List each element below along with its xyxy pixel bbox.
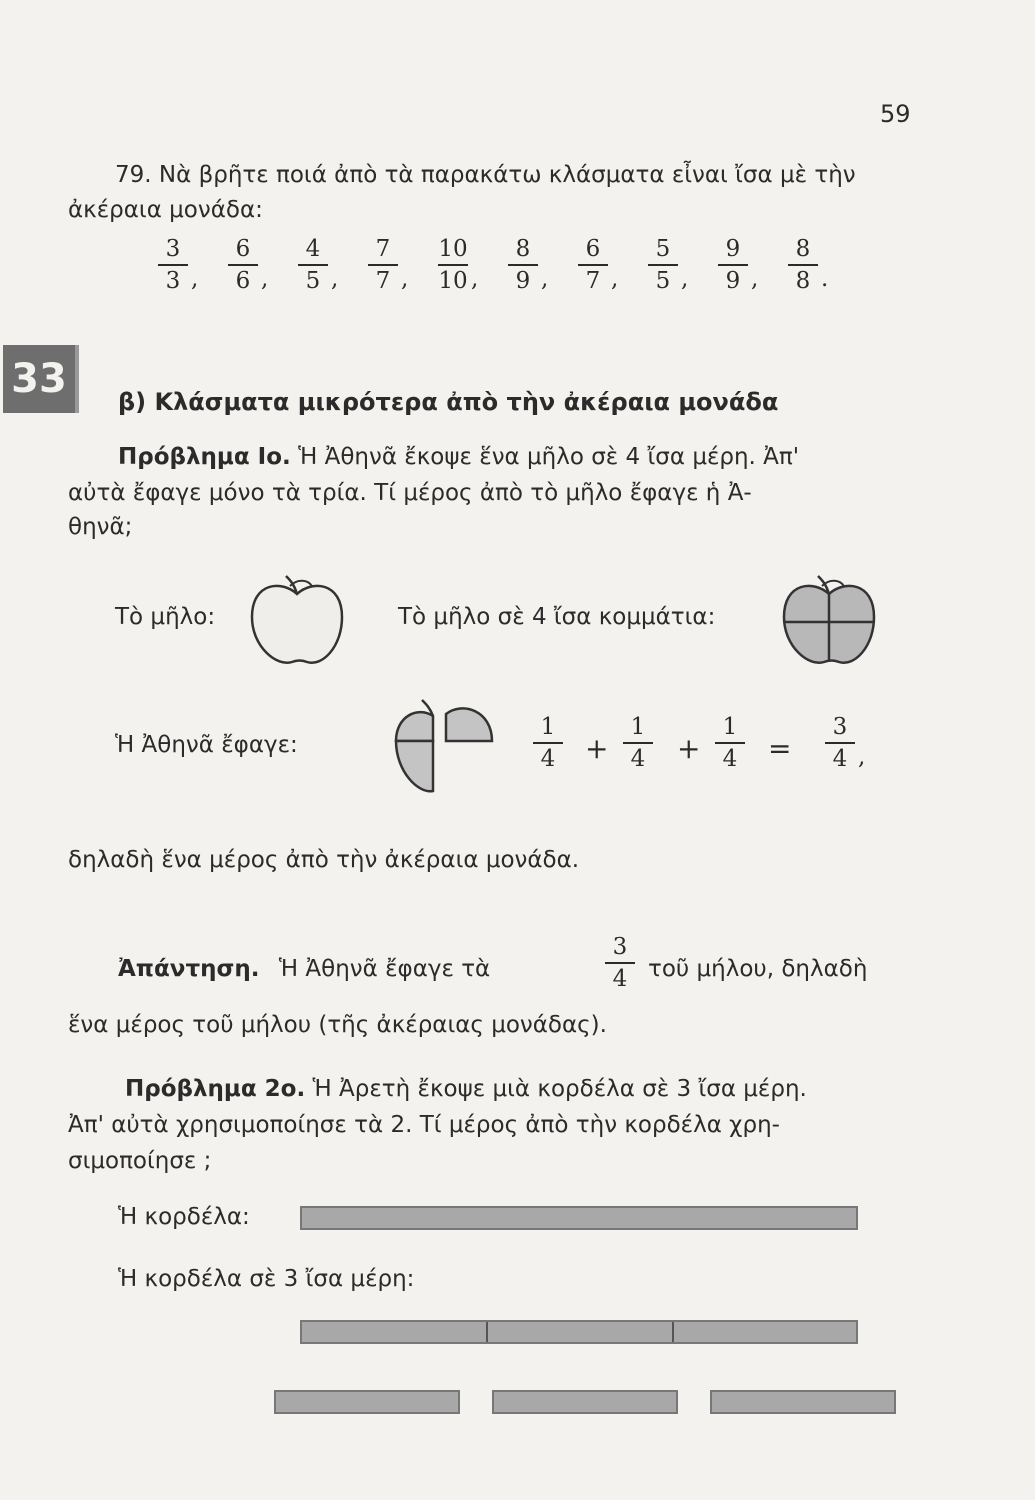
fraction-numerator: 1 — [630, 714, 646, 740]
fraction-numerator: 9 — [725, 236, 741, 262]
exercise-fraction — [365, 236, 401, 294]
fraction-separator: , — [401, 266, 409, 292]
fraction-bar — [825, 742, 855, 744]
apple-quartered-icon — [774, 572, 884, 672]
fraction-bar — [368, 264, 398, 266]
page-number: 59 — [880, 100, 911, 128]
fraction-bar — [648, 264, 678, 266]
problem2-label: Πρόβλημα 2ο. — [125, 1076, 306, 1102]
apple-quartered-label: Τὸ μῆλο σὲ 4 ἴσα κομμάτια: — [398, 604, 716, 630]
problem1-line3: θηνᾶ; — [68, 514, 133, 540]
fraction-denominator: 5 — [305, 268, 321, 294]
sum-term-fraction — [712, 714, 748, 772]
fraction-denominator: 9 — [515, 268, 531, 294]
ribbon-divider — [486, 1322, 488, 1342]
sum-term-fraction — [530, 714, 566, 772]
ribbon-piece — [710, 1390, 896, 1414]
fraction-numerator: 8 — [515, 236, 531, 262]
answer-fraction — [602, 934, 638, 992]
plus-sign: + — [585, 732, 609, 765]
fraction-bar — [623, 742, 653, 744]
fraction-bar — [533, 742, 563, 744]
fraction-bar — [508, 264, 538, 266]
fraction-bar — [718, 264, 748, 266]
fraction-numerator: 6 — [235, 236, 251, 262]
fraction-denominator: 9 — [725, 268, 741, 294]
problem1-conclusion: δηλαδὴ ἕνα μέρος ἀπὸ τὴν ἀκέραια μονάδα. — [68, 847, 580, 873]
ribbon-divider — [672, 1322, 674, 1342]
answer-line1 — [118, 952, 490, 986]
section-badge: 33 — [3, 345, 79, 413]
apple-label: Τὸ μῆλο: — [115, 604, 216, 630]
fraction-bar — [438, 264, 468, 266]
exercise-text: Νὰ βρῆτε ποιά ἀπὸ τὰ παρακάτω κλάσματα εἶναι ἴσα μὲ τὴν — [158, 162, 856, 188]
fraction-bar — [298, 264, 328, 266]
problem1-label: Πρόβλημα Ιο. — [118, 444, 291, 470]
exercise-fraction — [785, 236, 821, 294]
fraction-numerator: 1 — [540, 714, 556, 740]
sum-term-fraction — [620, 714, 656, 772]
fraction-separator: , — [191, 266, 199, 292]
fraction-denominator: 3 — [165, 268, 181, 294]
exercise-fraction — [295, 236, 331, 294]
answer-label: Ἀπάντηση. — [118, 956, 260, 982]
fraction-denominator: 4 — [832, 746, 848, 772]
fraction-denominator: 4 — [630, 746, 646, 772]
fraction-numerator: 6 — [585, 236, 601, 262]
fraction-separator: , — [261, 266, 269, 292]
fraction-numerator: 7 — [375, 236, 391, 262]
sum-result-fraction — [822, 714, 858, 772]
sum-trailing-comma: , — [858, 744, 866, 770]
fraction-numerator: 1 — [722, 714, 738, 740]
exercise-fraction — [435, 236, 471, 294]
exercise-line2: ἀκέραια μονάδα: — [68, 197, 263, 223]
problem2-line3: σιμοποίησε ; — [68, 1148, 212, 1174]
fraction-numerator: 8 — [795, 236, 811, 262]
answer-text-pre: Ἡ Ἀθηνᾶ ἔφαγε τὰ — [278, 956, 491, 982]
ribbon-divided — [300, 1320, 858, 1344]
fraction-separator: , — [471, 266, 479, 292]
answer-fraction-bar — [605, 962, 635, 964]
exercise-line1 — [115, 158, 856, 192]
problem1-line2: αὐτὰ ἔφαγε μόνο τὰ τρία. Τί μέρος ἀπὸ τὸ μῆλο ἔφαγε ἡ Ἀ- — [68, 480, 752, 506]
answer-line2: ἕνα μέρος τοῦ μήλου (τῆς ἀκέραιας μονάδας). — [68, 1012, 607, 1038]
fraction-numerator: 3 — [832, 714, 848, 740]
fraction-separator: . — [821, 266, 829, 292]
problem2-text: Ἡ Ἀρετὴ ἔκοψε μιὰ κορδέλα σὲ 3 ἴσα μέρη. — [312, 1076, 807, 1102]
exercise-fraction — [225, 236, 261, 294]
exercise-number: 79. — [115, 162, 152, 188]
fraction-numerator: 3 — [165, 236, 181, 262]
plus-sign: + — [677, 732, 701, 765]
ribbon-piece — [492, 1390, 678, 1414]
answer-fraction-denominator: 4 — [612, 966, 628, 992]
fraction-denominator: 10 — [438, 268, 468, 294]
problem2-line1 — [125, 1072, 807, 1106]
answer-text-post: τοῦ μήλου, δηλαδὴ — [648, 956, 868, 982]
fraction-denominator: 4 — [722, 746, 738, 772]
exercise-fraction — [505, 236, 541, 294]
fraction-separator: , — [541, 266, 549, 292]
fraction-separator: , — [751, 266, 759, 292]
problem1-line1 — [118, 440, 799, 474]
exercise-fraction — [155, 236, 191, 294]
apple-whole-icon — [242, 572, 352, 672]
fraction-separator: , — [331, 266, 339, 292]
fraction-separator: , — [681, 266, 689, 292]
ribbon-whole — [300, 1206, 858, 1230]
answer-fraction-numerator: 3 — [612, 934, 628, 960]
fraction-bar — [788, 264, 818, 266]
exercise-fraction — [715, 236, 751, 294]
fraction-bar — [715, 742, 745, 744]
fraction-denominator: 4 — [540, 746, 556, 772]
ribbon-parts-label: Ἡ κορδέλα σὲ 3 ἴσα μέρη: — [118, 1266, 415, 1292]
problem2-line2: Ἀπ' αὐτὰ χρησιμοποίησε τὰ 2. Τί μέρος ἀπὸ τὴν κορδέλα χρη- — [68, 1112, 780, 1138]
fraction-numerator: 10 — [438, 236, 468, 262]
exercise-fraction — [645, 236, 681, 294]
fraction-bar — [228, 264, 258, 266]
fraction-numerator: 5 — [655, 236, 671, 262]
fraction-denominator: 6 — [235, 268, 251, 294]
exercise-fraction — [575, 236, 611, 294]
fraction-bar — [158, 264, 188, 266]
ribbon-label: Ἡ κορδέλα: — [118, 1204, 250, 1230]
equals-sign: = — [768, 732, 792, 765]
fraction-denominator: 5 — [655, 268, 671, 294]
fraction-bar — [578, 264, 608, 266]
fraction-denominator: 8 — [795, 268, 811, 294]
section-title: β) Κλάσματα μικρότερα ἀπὸ τὴν ἀκέραια μονάδα — [118, 388, 779, 416]
fraction-numerator: 4 — [305, 236, 321, 262]
fraction-denominator: 7 — [375, 268, 391, 294]
ribbon-piece — [274, 1390, 460, 1414]
apple-three-quarters-icon — [388, 696, 498, 801]
fraction-denominator: 7 — [585, 268, 601, 294]
fraction-separator: , — [611, 266, 619, 292]
ate-label: Ἡ Ἀθηνᾶ ἔφαγε: — [115, 732, 298, 758]
problem1-text: Ἡ Ἀθηνᾶ ἔκοψε ἕνα μῆλο σὲ 4 ἴσα μέρη. Ἀπ' — [298, 444, 800, 470]
